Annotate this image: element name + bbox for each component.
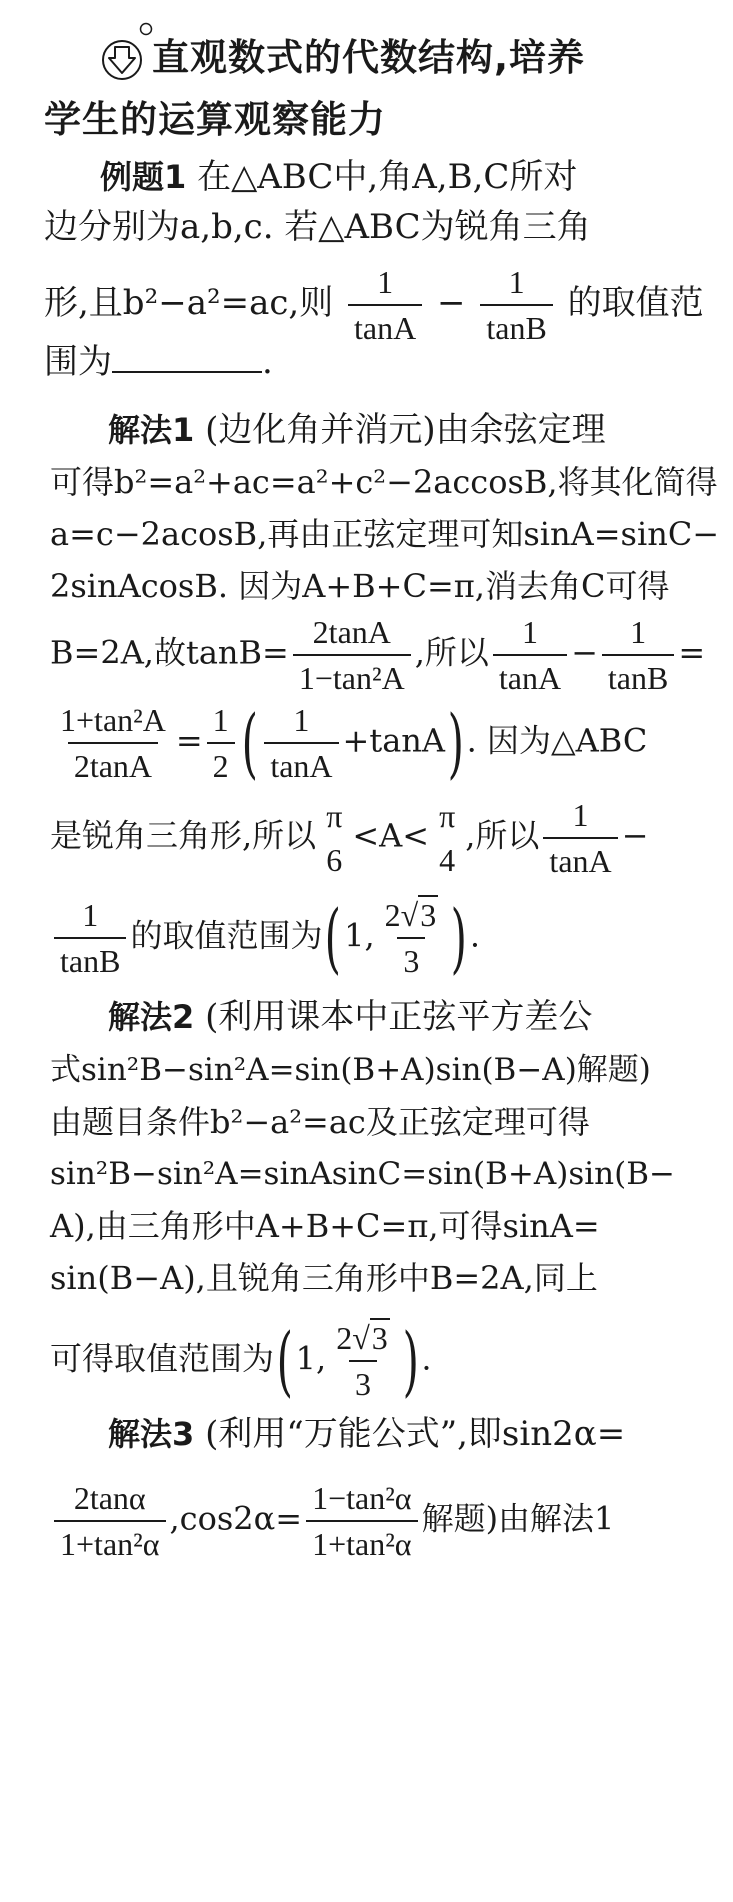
- fraction-pi-over-4: π 4: [439, 798, 456, 878]
- sol2-line-1: 解法2 (利用课本中正弦平方差公: [108, 997, 593, 1037]
- fraction-2sqrt3-over-3: $\frac{2√3}{3}$: [384, 897, 437, 979]
- sol2-label: 解法2: [108, 998, 195, 1036]
- fraction-1-over-tanB-3: $\frac{1}{\tan B}$: [54, 895, 126, 981]
- answer-blank: [112, 341, 262, 373]
- fraction-1-plus-tan2A: $\frac{\text{1+tan²A}}{2\tan A}$: [60, 702, 166, 784]
- sol1-line-3: a=c−2acosB,再由正弦定理可知sinA=sinC−: [50, 515, 720, 553]
- sol2-line-6: sin(B−A),且锐角三角形中B=2A,同上: [50, 1259, 598, 1297]
- fraction-2sqrt3-over-3-b: $\frac{2√3}{3}$: [336, 1320, 388, 1402]
- sol3-label: 解法3: [108, 1415, 195, 1453]
- sol1-line-4: 2sinAcosB. 因为A+B+C=π,消去角C可得: [50, 567, 670, 605]
- sol1-line-7: 是锐角三角形,所以 π 6 <A< π 4 ,所以 $\frac{1}{\tan A}$ −: [50, 797, 649, 879]
- example-line-2: 边分别为a,b,c. 若△ABC为锐角三角: [44, 207, 591, 247]
- fraction-tanB-formula: $\frac{2\tan A}{\text{1−tan²A}}$: [293, 612, 411, 698]
- sol2-line-3: 由题目条件b²−a²=ac及正弦定理可得: [50, 1103, 590, 1141]
- fraction-1-over-tanB: $\frac{1}{\tan B}$: [480, 262, 552, 348]
- heading-line-1: 直观数式的代数结构,培养: [152, 36, 586, 79]
- sol3-line-2: $\frac{2\tan\alpha}{\text{1+tan²α}}$ ,cos2α= $\frac{\text{1−tan²α}}{\text{1+tan²α}}$ 解题)由解法1: [50, 1478, 730, 1564]
- fraction-1-over-tanB-2: $\frac{1}{\tan B}$: [602, 612, 674, 698]
- fraction-pi-over-6: π 6: [326, 798, 343, 878]
- example-line-4: 围为 .: [44, 342, 273, 382]
- example-text-3: 形,且b²−a²=ac,则: [44, 283, 334, 323]
- example-text-1: 在△ABC中,角A,B,C所对: [197, 157, 578, 197]
- fraction-one-half: $\frac{1}{2}$: [207, 700, 235, 786]
- small-circle-icon: [139, 22, 153, 36]
- fraction-1-over-tanA-4: $\frac{1}{\tan A}$: [543, 795, 617, 881]
- fraction-1-minus-tan2-alpha: $\frac{\text{1−tan²α}}{\text{1+tan²α}}$: [306, 1478, 418, 1564]
- down-arrow-circle-icon: [100, 38, 144, 82]
- sol2-line-5: A),由三角形中A+B+C=π,可得sinA=: [50, 1207, 600, 1245]
- example-line-3: 形,且b²−a²=ac,则 $\frac{1}{\tan A}$ − $\frac{1}{\tan B}$ 的取值范: [44, 264, 704, 346]
- sol1-label: 解法1: [108, 411, 195, 449]
- sol1-line-2: 可得b²=a²+ac=a²+c²−2accosB,将其化简得: [50, 463, 718, 501]
- sol3-line-1: 解法3 (利用“万能公式”,即sin2α=: [108, 1414, 626, 1454]
- sol1-line-8: $\frac{1}{\tan B}$ 的取值范围为(1, $\frac{2√3}{3}$ ).: [50, 895, 730, 981]
- sol2-line-4: sin²B−sin²A=sinAsinC=sin(B+A)sin(B−: [50, 1156, 675, 1192]
- fraction-1-over-tanA: $\frac{1}{\tan A}$: [348, 262, 422, 348]
- heading-line-2: 学生的运算观察能力: [44, 98, 386, 141]
- fraction-1-over-tanA-3: $\frac{1}{\tan A}$: [264, 700, 338, 786]
- fraction-1-over-tanA-2: $\frac{1}{\tan A}$: [493, 612, 567, 698]
- sol2-line-7: 可得取值范围为(1, $\frac{2√3}{3}$ ).: [50, 1316, 432, 1405]
- fraction-2tan-alpha: $\frac{2\tan\alpha}{\text{1+tan²α}}$: [54, 1478, 166, 1564]
- sol1-line-5: B=2A,故tanB= $\frac{2\tan A}{\text{1−tan²A}}$ ,所以 $\frac{1}{\tan A}$ − $\frac{1}{\tan B}$ =: [50, 614, 706, 696]
- sol2-line-2: 式sin²B−sin²A=sin(B+A)sin(B−A)解题): [50, 1052, 651, 1088]
- example-line-1: [100, 155, 720, 199]
- sol1-line-1: 解法1 (边化角并消元)由余弦定理: [108, 410, 606, 450]
- example-label: 例题1: [100, 158, 187, 196]
- sol1-line-6: $\frac{\text{1+tan²A}}{2\tan A}$ = $\frac{1}{2}$ ( $\frac{1}{\tan A}$ +tanA). 因为△ABC: [50, 700, 730, 786]
